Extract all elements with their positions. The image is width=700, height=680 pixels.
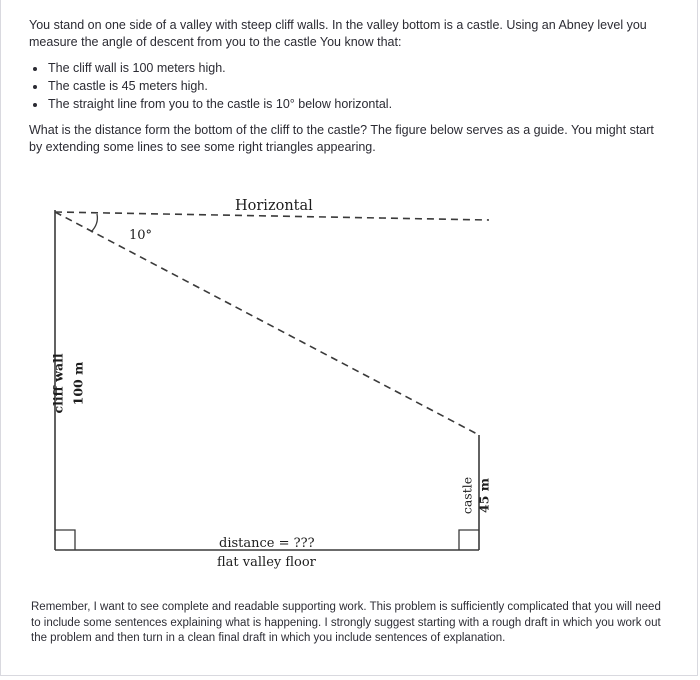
castle-label: castle	[459, 476, 475, 515]
given-facts-list	[29, 59, 392, 113]
diagram-lines	[41, 190, 521, 590]
valley-diagram	[41, 190, 521, 590]
distance-label: distance = ???	[219, 536, 315, 551]
angle-arc	[91, 214, 97, 232]
castle-height-label: 45 m	[476, 478, 492, 513]
horizontal-label: Horizontal	[235, 198, 313, 214]
fact-angle: • The straight line from you to the castle is 10° below horizontal.	[47, 95, 392, 113]
fact-castle-height: • The castle is 45 meters high.	[47, 77, 392, 95]
line-of-sight	[55, 212, 479, 435]
problem-intro: You stand on one side of a valley with steep cliff walls. In the valley bottom is a castle. Using an Abney level you measure the angle of descent from you to the castle You know that:	[29, 18, 647, 49]
fact-cliff-height: • The cliff wall is 100 meters high.	[47, 59, 392, 77]
angle-label: 10°	[129, 228, 153, 243]
right-angle-marker-castle	[459, 530, 479, 550]
problem-question: What is the distance form the bottom of the cliff to the castle? The figure below serves as a guide. You might start by extending some lines to see some right triangles appearing.	[29, 123, 654, 154]
right-angle-marker-cliff	[55, 530, 75, 550]
instructions-note: Remember, I want to see complete and readable supporting work. This problem is sufficiently complicated that you will need to include some sentences explaining what is happening. I strongly suggest starting with a rough draft in which you work out the problem and then turn in a clean final draft in which you include sentences of explanation.	[31, 601, 661, 644]
valley-floor-label: flat valley floor	[217, 555, 316, 570]
cliff-height-label: 100 m	[70, 361, 86, 406]
cliff-wall-label: cliff wall	[50, 353, 66, 414]
